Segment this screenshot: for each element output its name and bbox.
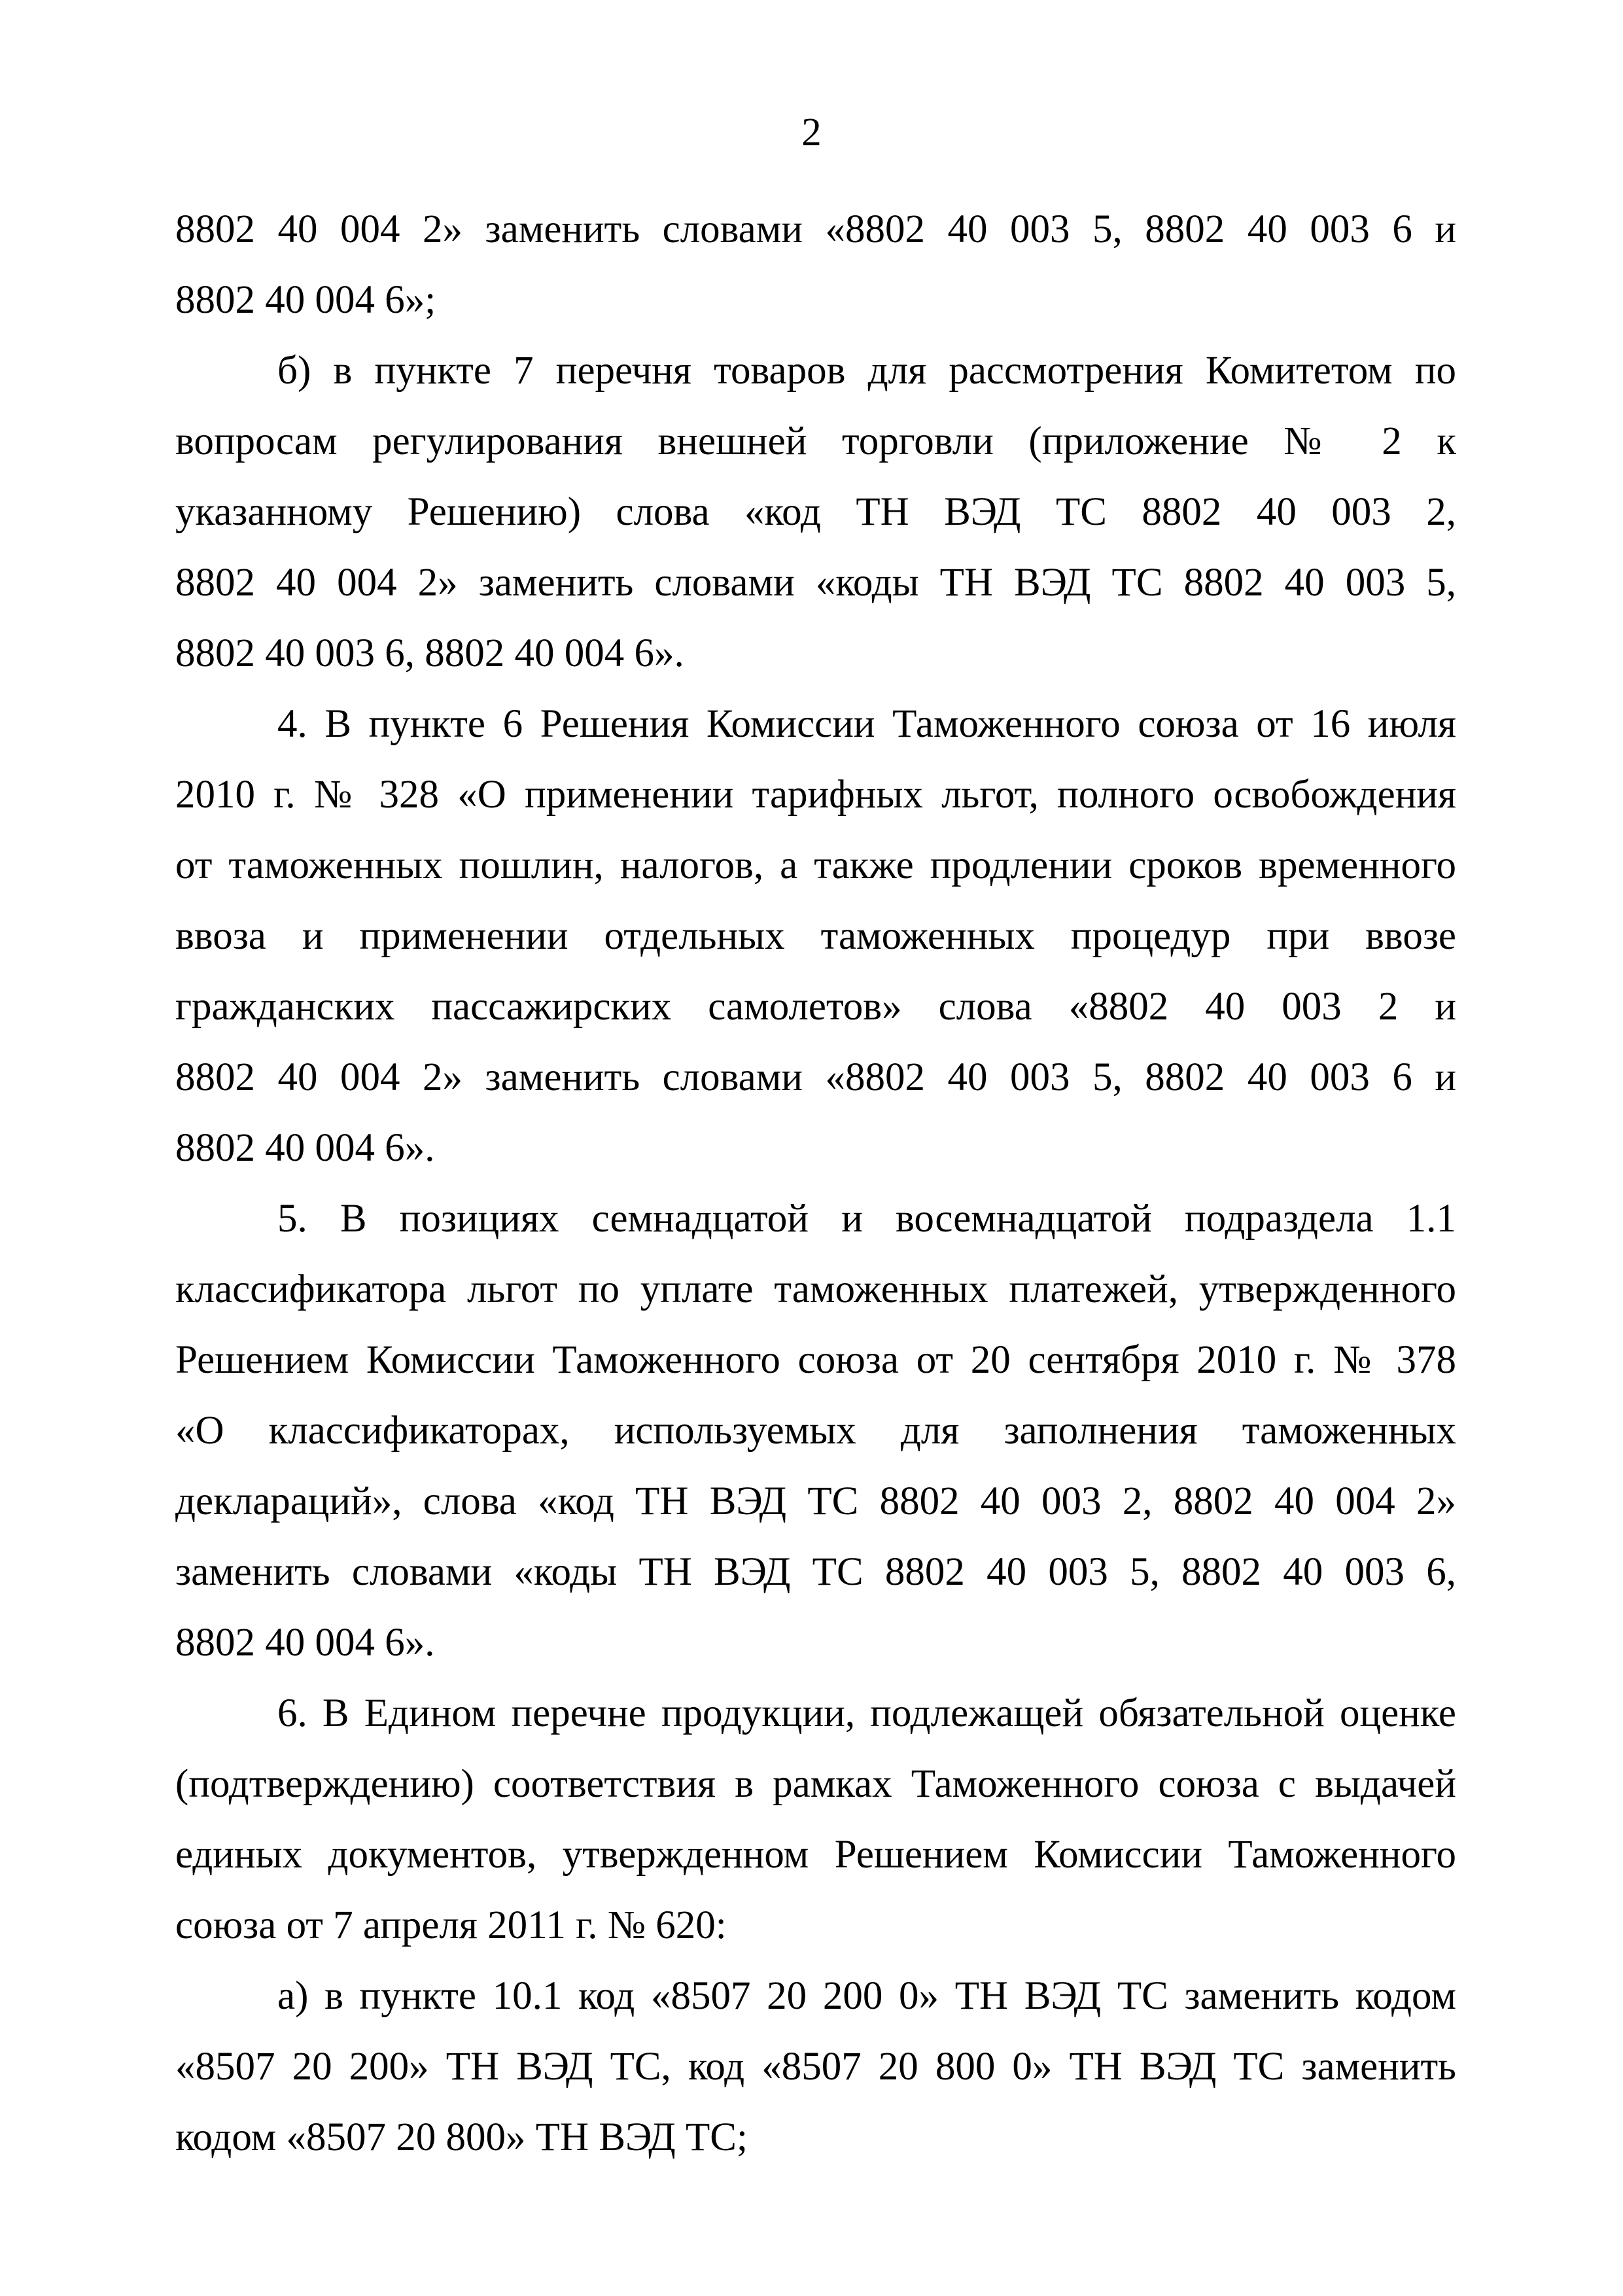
paragraph xyxy=(175,1678,1456,1961)
text-line: ввоза и применении отдельных таможенных процедур при ввозе xyxy=(175,914,1456,958)
paragraph xyxy=(175,194,1456,336)
paragraph xyxy=(175,689,1456,1184)
text-line: кодом «8507 20 800» ТН ВЭД ТС; xyxy=(175,2115,748,2159)
text-line: 8802 40 004 2» заменить словами «8802 40 003 5, 8802 40 003 6 и xyxy=(175,1055,1456,1099)
text-line: 8802 40 004 6». xyxy=(175,1126,435,1170)
text-line: вопросам регулирования внешней торговли (приложение № 2 к xyxy=(175,419,1456,463)
text-line: 8802 40 003 6, 8802 40 004 6». xyxy=(175,631,684,675)
text-line: 6. В Едином перечне продукции, подлежащей обязательной оценке xyxy=(277,1691,1456,1735)
text-line: от таможенных пошлин, налогов, а также продлении сроков временного xyxy=(175,843,1456,887)
text-line: 5. В позициях семнадцатой и восемнадцатой подраздела 1.1 xyxy=(277,1197,1456,1241)
text-line: 8802 40 004 6»; xyxy=(175,278,436,322)
text-line: Решением Комиссии Таможенного союза от 20 сентября 2010 г. № 378 xyxy=(175,1338,1456,1382)
text-line: 8802 40 004 6». xyxy=(175,1621,435,1665)
text-line: заменить словами «коды ТН ВЭД ТС 8802 40 003 5, 8802 40 003 6, xyxy=(175,1550,1456,1594)
text-line: единых документов, утвержденном Решением Комиссии Таможенного xyxy=(175,1833,1456,1877)
paragraph xyxy=(175,336,1456,689)
document-body xyxy=(175,194,1456,2173)
text-line: 4. В пункте 6 Решения Комиссии Таможенного союза от 16 июля xyxy=(277,702,1456,746)
text-line: гражданских пассажирских самолетов» слова «8802 40 003 2 и xyxy=(175,985,1456,1029)
page-number: 2 xyxy=(801,111,822,154)
text-line: а) в пункте 10.1 код «8507 20 200 0» ТН ВЭД ТС заменить кодом xyxy=(277,1974,1456,2018)
text-line: 8802 40 004 2» заменить словами «8802 40 003 5, 8802 40 003 6 и xyxy=(175,207,1456,251)
text-line: б) в пункте 7 перечня товаров для рассмотрения Комитетом по xyxy=(277,349,1456,393)
text-line: деклараций», слова «код ТН ВЭД ТС 8802 40 003 2, 8802 40 004 2» xyxy=(175,1479,1456,1523)
text-line: (подтверждению) соответствия в рамках Таможенного союза с выдачей xyxy=(175,1762,1456,1806)
text-line: 2010 г. № 328 «О применении тарифных льгот, полного освобождения xyxy=(175,773,1456,817)
paragraph xyxy=(175,1184,1456,1678)
text-line: союза от 7 апреля 2011 г. № 620: xyxy=(175,1903,727,1947)
text-line: указанному Решению) слова «код ТН ВЭД ТС 8802 40 003 2, xyxy=(175,490,1456,534)
text-line: 8802 40 004 2» заменить словами «коды ТН ВЭД ТС 8802 40 003 5, xyxy=(175,561,1456,605)
text-line: «8507 20 200» ТН ВЭД ТС, код «8507 20 800 0» ТН ВЭД ТС заменить xyxy=(175,2045,1456,2089)
text-line: классификатора льгот по уплате таможенных платежей, утвержденного xyxy=(175,1267,1456,1311)
text-line: «О классификаторах, используемых для заполнения таможенных xyxy=(175,1409,1456,1453)
paragraph xyxy=(175,1961,1456,2173)
